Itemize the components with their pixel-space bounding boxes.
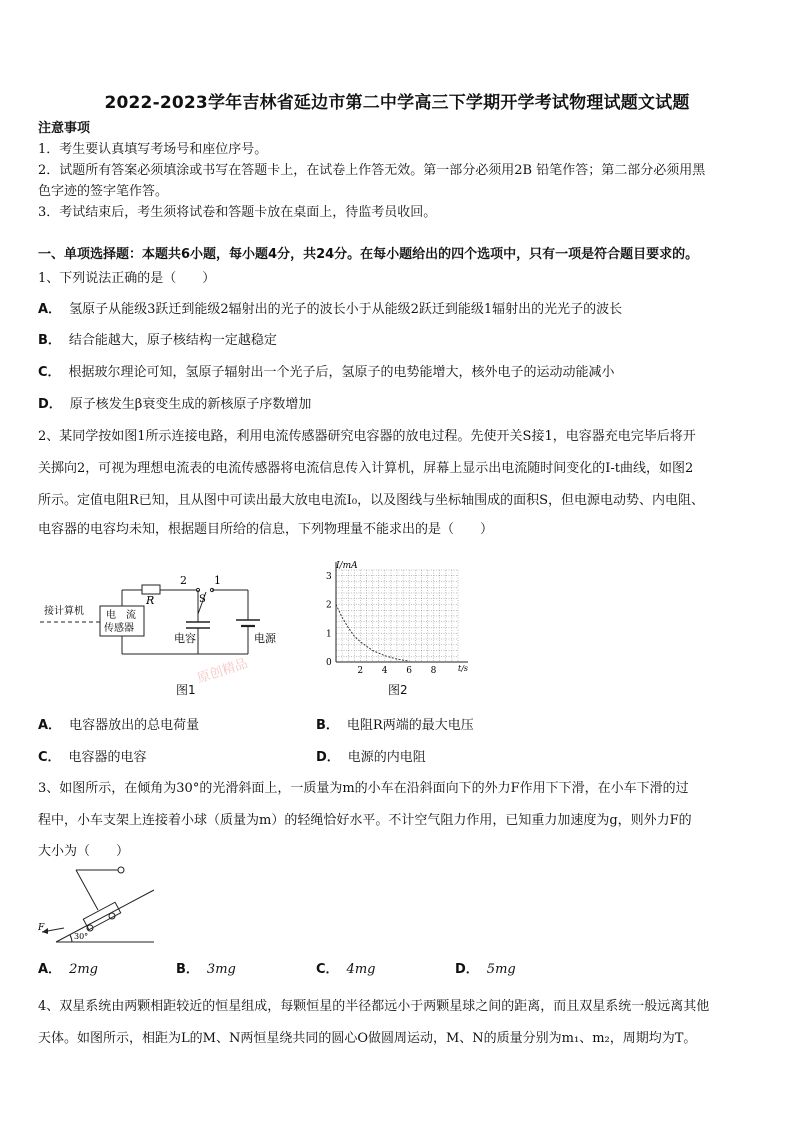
notice-item: 1．考生要认真填写考场号和座位序号。 <box>38 142 268 157</box>
q2-stem-line: 2、某同学按如图1所示连接电路，利用电流传感器研究电容器的放电过程。先使开关S接1，电容器充电完毕后将开 <box>38 429 696 444</box>
q2-option-a: A． 电容器放出的总电荷量 <box>38 718 200 733</box>
switch-label: S <box>199 594 206 605</box>
q3-stem-line: 大小为（ ） <box>38 844 130 859</box>
force-label: F <box>38 923 45 933</box>
computer-label: 接计算机 <box>44 606 84 617</box>
notice-item: 2．试题所有答案必须填涂或书写在答题卡上，在试卷上作答无效。第一部分必须用2B 铅笔作答；第二部分必须用黑 <box>38 163 706 178</box>
switch-pos-2: 2 <box>180 574 187 587</box>
angle-label: 30° <box>74 932 89 941</box>
source-label: 电源 <box>254 632 276 645</box>
notice-heading: 注意事项 <box>38 121 91 136</box>
q2-option-c: C． 电容器的电容 <box>38 750 147 765</box>
q1-option-c: C． 根据玻尔理论可知，氢原子辐射出一个光子后，氢原子的电势能增大，核外电子的运动动能减小 <box>38 365 615 380</box>
y-axis-label: I/mA <box>336 561 358 571</box>
q2-stem-line: 电容器的电容均未知，根据题目所给的信息，下列物理量不能求出的是（ ） <box>38 522 494 537</box>
y-tick-label: 3 <box>326 571 332 582</box>
q3-option-b: B． 3mg <box>176 962 236 977</box>
q3-option-a: A． 2mg <box>38 962 98 977</box>
watermark-stamp: 原创精品 <box>195 656 250 687</box>
section-heading: 一、单项选择题：本题共6小题，每小题4分，共24分。在每小题给出的四个选项中，只有一项是符合题目要求的。 <box>38 247 699 262</box>
q1-option-d: D． 原子核发生β衰变生成的新核原子序数增加 <box>38 397 312 412</box>
x-tick-label: 6 <box>406 666 412 676</box>
q2-stem-line: 所示。定值电阻R已知，且从图中可读出最大放电电流I₀，以及图线与坐标轴围成的面积S，但电源电动势、内电阻、 <box>38 493 705 508</box>
switch-pos-1: 1 <box>214 574 221 587</box>
sensor-label: 电 流 <box>106 610 136 621</box>
chart-axes <box>336 562 468 662</box>
x-tick-label: 4 <box>381 666 388 676</box>
y-tick-label: 2 <box>326 600 332 611</box>
y-tick-label: 1 <box>326 629 332 640</box>
sensor-label: 传感器 <box>104 623 134 634</box>
notice-item: 3．考试结束后，考生须将试卷和答题卡放在桌面上，待监考员收回。 <box>38 205 437 220</box>
q2-option-b: B． 电阻R两端的最大电压 <box>316 718 474 733</box>
chart-grid <box>336 570 458 662</box>
figure-2-caption: 图2 <box>388 683 408 697</box>
x-tick-label: 8 <box>430 666 437 676</box>
page-title: 2022-2023学年吉林省延边市第二中学高三下学期开学考试物理试题文试题 <box>104 93 690 113</box>
q3-option-c: C． 4mg <box>316 962 376 977</box>
x-axis-label: t/s <box>458 664 469 673</box>
notice-item: 色字迹的签字笔作答。 <box>38 184 169 199</box>
q3-option-d: D． 5mg <box>455 962 516 977</box>
incline-diagram <box>38 866 158 946</box>
resistor-label: R <box>146 594 155 607</box>
x-tick-label: 2 <box>357 666 364 676</box>
y-tick-label: 0 <box>326 658 332 668</box>
q4-stem-line: 天体。如图所示，相距为L的M、N两恒星绕共同的圆心O做圆周运动，M、N的质量分别为m₁、m₂，周期均为T。 <box>38 1031 697 1046</box>
q2-option-d: D． 电源的内电阻 <box>316 750 426 765</box>
q3-stem-line: 程中，小车支架上连接着小球（质量为m）的轻绳恰好水平。不计空气阻力作用，已知重力加速度为g，则外力F的 <box>38 813 692 828</box>
q1-option-a: A． 氢原子从能级3跃迁到能级2辐射出的光子的波长小于从能级2跃迁到能级1辐射出的光光子的波长 <box>38 302 623 317</box>
q2-stem-line: 关掷向2，可视为理想电流表的电流传感器将电流信息传入计算机，屏幕上显示出电流随时间变化的I-t曲线，如图2 <box>38 461 694 476</box>
capacitor-label: 电容 <box>174 632 196 645</box>
figure-1-caption: 图1 <box>176 683 196 697</box>
circuit-diagram <box>38 568 288 668</box>
q4-stem-line: 4、双星系统由两颗相距较近的恒星组成，每颗恒星的半径都远小于两颗星球之间的距离，而且双星系统一般远离其他 <box>38 999 710 1014</box>
q3-stem-line: 3、如图所示，在倾角为30°的光滑斜面上，一质量为m的小车在沿斜面向下的外力F作用下下滑，在小车下滑的过 <box>38 781 689 796</box>
q1-option-b: B． 结合能越大，原子核结构一定越稳定 <box>38 333 277 348</box>
q1-stem: 1、下列说法正确的是（ ） <box>38 271 216 286</box>
it-curve-chart <box>316 558 476 678</box>
